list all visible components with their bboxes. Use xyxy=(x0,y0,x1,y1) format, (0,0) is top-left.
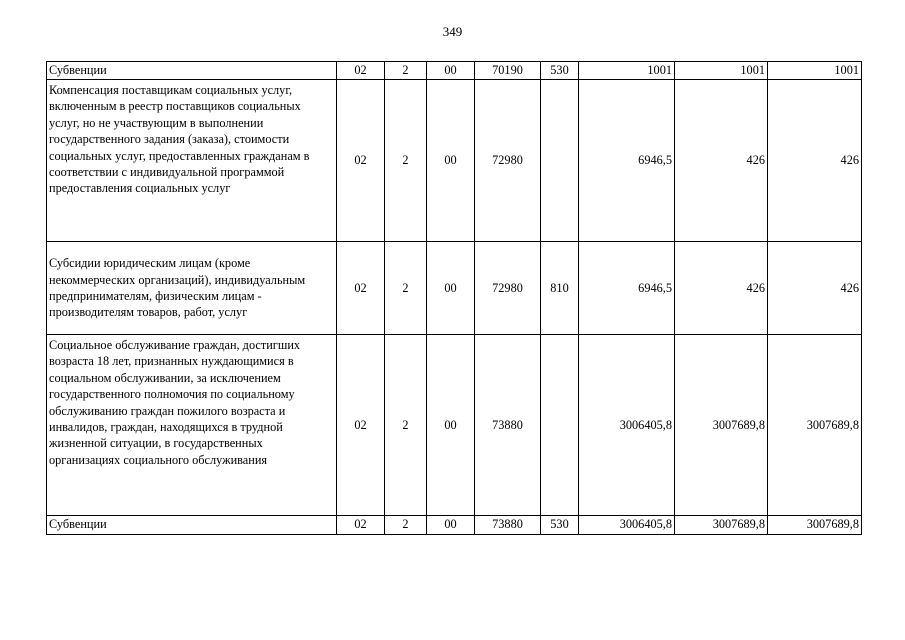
budget-table xyxy=(46,61,862,535)
cell-section: 02 xyxy=(337,62,385,80)
cell-amount-1: 6946,5 xyxy=(579,242,675,335)
table-row xyxy=(47,242,862,335)
cell-section: 02 xyxy=(337,335,385,516)
cell-amount-2: 426 xyxy=(675,80,768,242)
cell-amount-3: 1001 xyxy=(768,62,862,80)
cell-target-article: 72980 xyxy=(475,242,541,335)
cell-program: 00 xyxy=(427,242,475,335)
cell-section: 02 xyxy=(337,80,385,242)
cell-subsection: 2 xyxy=(385,62,427,80)
cell-subsection: 2 xyxy=(385,80,427,242)
cell-section: 02 xyxy=(337,516,385,535)
cell-amount-3: 426 xyxy=(768,80,862,242)
cell-target-article: 72980 xyxy=(475,80,541,242)
cell-section: 02 xyxy=(337,242,385,335)
cell-expense-type xyxy=(541,335,579,516)
table-row xyxy=(47,80,862,242)
cell-amount-1: 1001 xyxy=(579,62,675,80)
cell-amount-1: 6946,5 xyxy=(579,80,675,242)
cell-expense-type xyxy=(541,80,579,242)
cell-expense-type: 530 xyxy=(541,516,579,535)
cell-program: 00 xyxy=(427,62,475,80)
cell-target-article: 73880 xyxy=(475,335,541,516)
cell-subsection: 2 xyxy=(385,516,427,535)
row-description: Социальное обслуживание граждан, достигших возраста 18 лет, признанных нуждающимися в социальном обслуживании, за исключением государственного полномочия по социальному обслуживанию граждан пожилого возраста и инвалидов, граждан, находящихся в трудной жизненной ситуации, в государственных организациях социального обслуживания xyxy=(47,335,337,516)
table-row xyxy=(47,335,862,516)
cell-program: 00 xyxy=(427,80,475,242)
cell-amount-2: 426 xyxy=(675,242,768,335)
table-row xyxy=(47,62,862,80)
cell-subsection: 2 xyxy=(385,335,427,516)
cell-target-article: 70190 xyxy=(475,62,541,80)
cell-amount-1: 3006405,8 xyxy=(579,516,675,535)
cell-amount-1: 3006405,8 xyxy=(579,335,675,516)
row-description: Субсидии юридическим лицам (кроме некоммерческих организаций), индивидуальным предпринимателям, физическим лицам - производителям товаров, работ, услуг xyxy=(47,242,337,335)
cell-program: 00 xyxy=(427,516,475,535)
cell-program: 00 xyxy=(427,335,475,516)
table-row xyxy=(47,516,862,535)
cell-expense-type: 810 xyxy=(541,242,579,335)
cell-subsection: 2 xyxy=(385,242,427,335)
cell-amount-3: 3007689,8 xyxy=(768,516,862,535)
row-description: Субвенции xyxy=(47,516,337,535)
cell-amount-2: 1001 xyxy=(675,62,768,80)
cell-amount-2: 3007689,8 xyxy=(675,335,768,516)
cell-target-article: 73880 xyxy=(475,516,541,535)
cell-amount-3: 426 xyxy=(768,242,862,335)
row-description: Компенсация поставщикам социальных услуг, включенным в реестр поставщиков социальных услуг, но не участвующим в выполнении государственного задания (заказа), стоимости социальных услуг, предоставленных гражданам в соответствии с индивидуальной программой предоставления социальных услуг xyxy=(47,80,337,242)
row-description: Субвенции xyxy=(47,62,337,80)
cell-amount-3: 3007689,8 xyxy=(768,335,862,516)
cell-expense-type: 530 xyxy=(541,62,579,80)
cell-amount-2: 3007689,8 xyxy=(675,516,768,535)
page-number: 349 xyxy=(442,24,463,39)
